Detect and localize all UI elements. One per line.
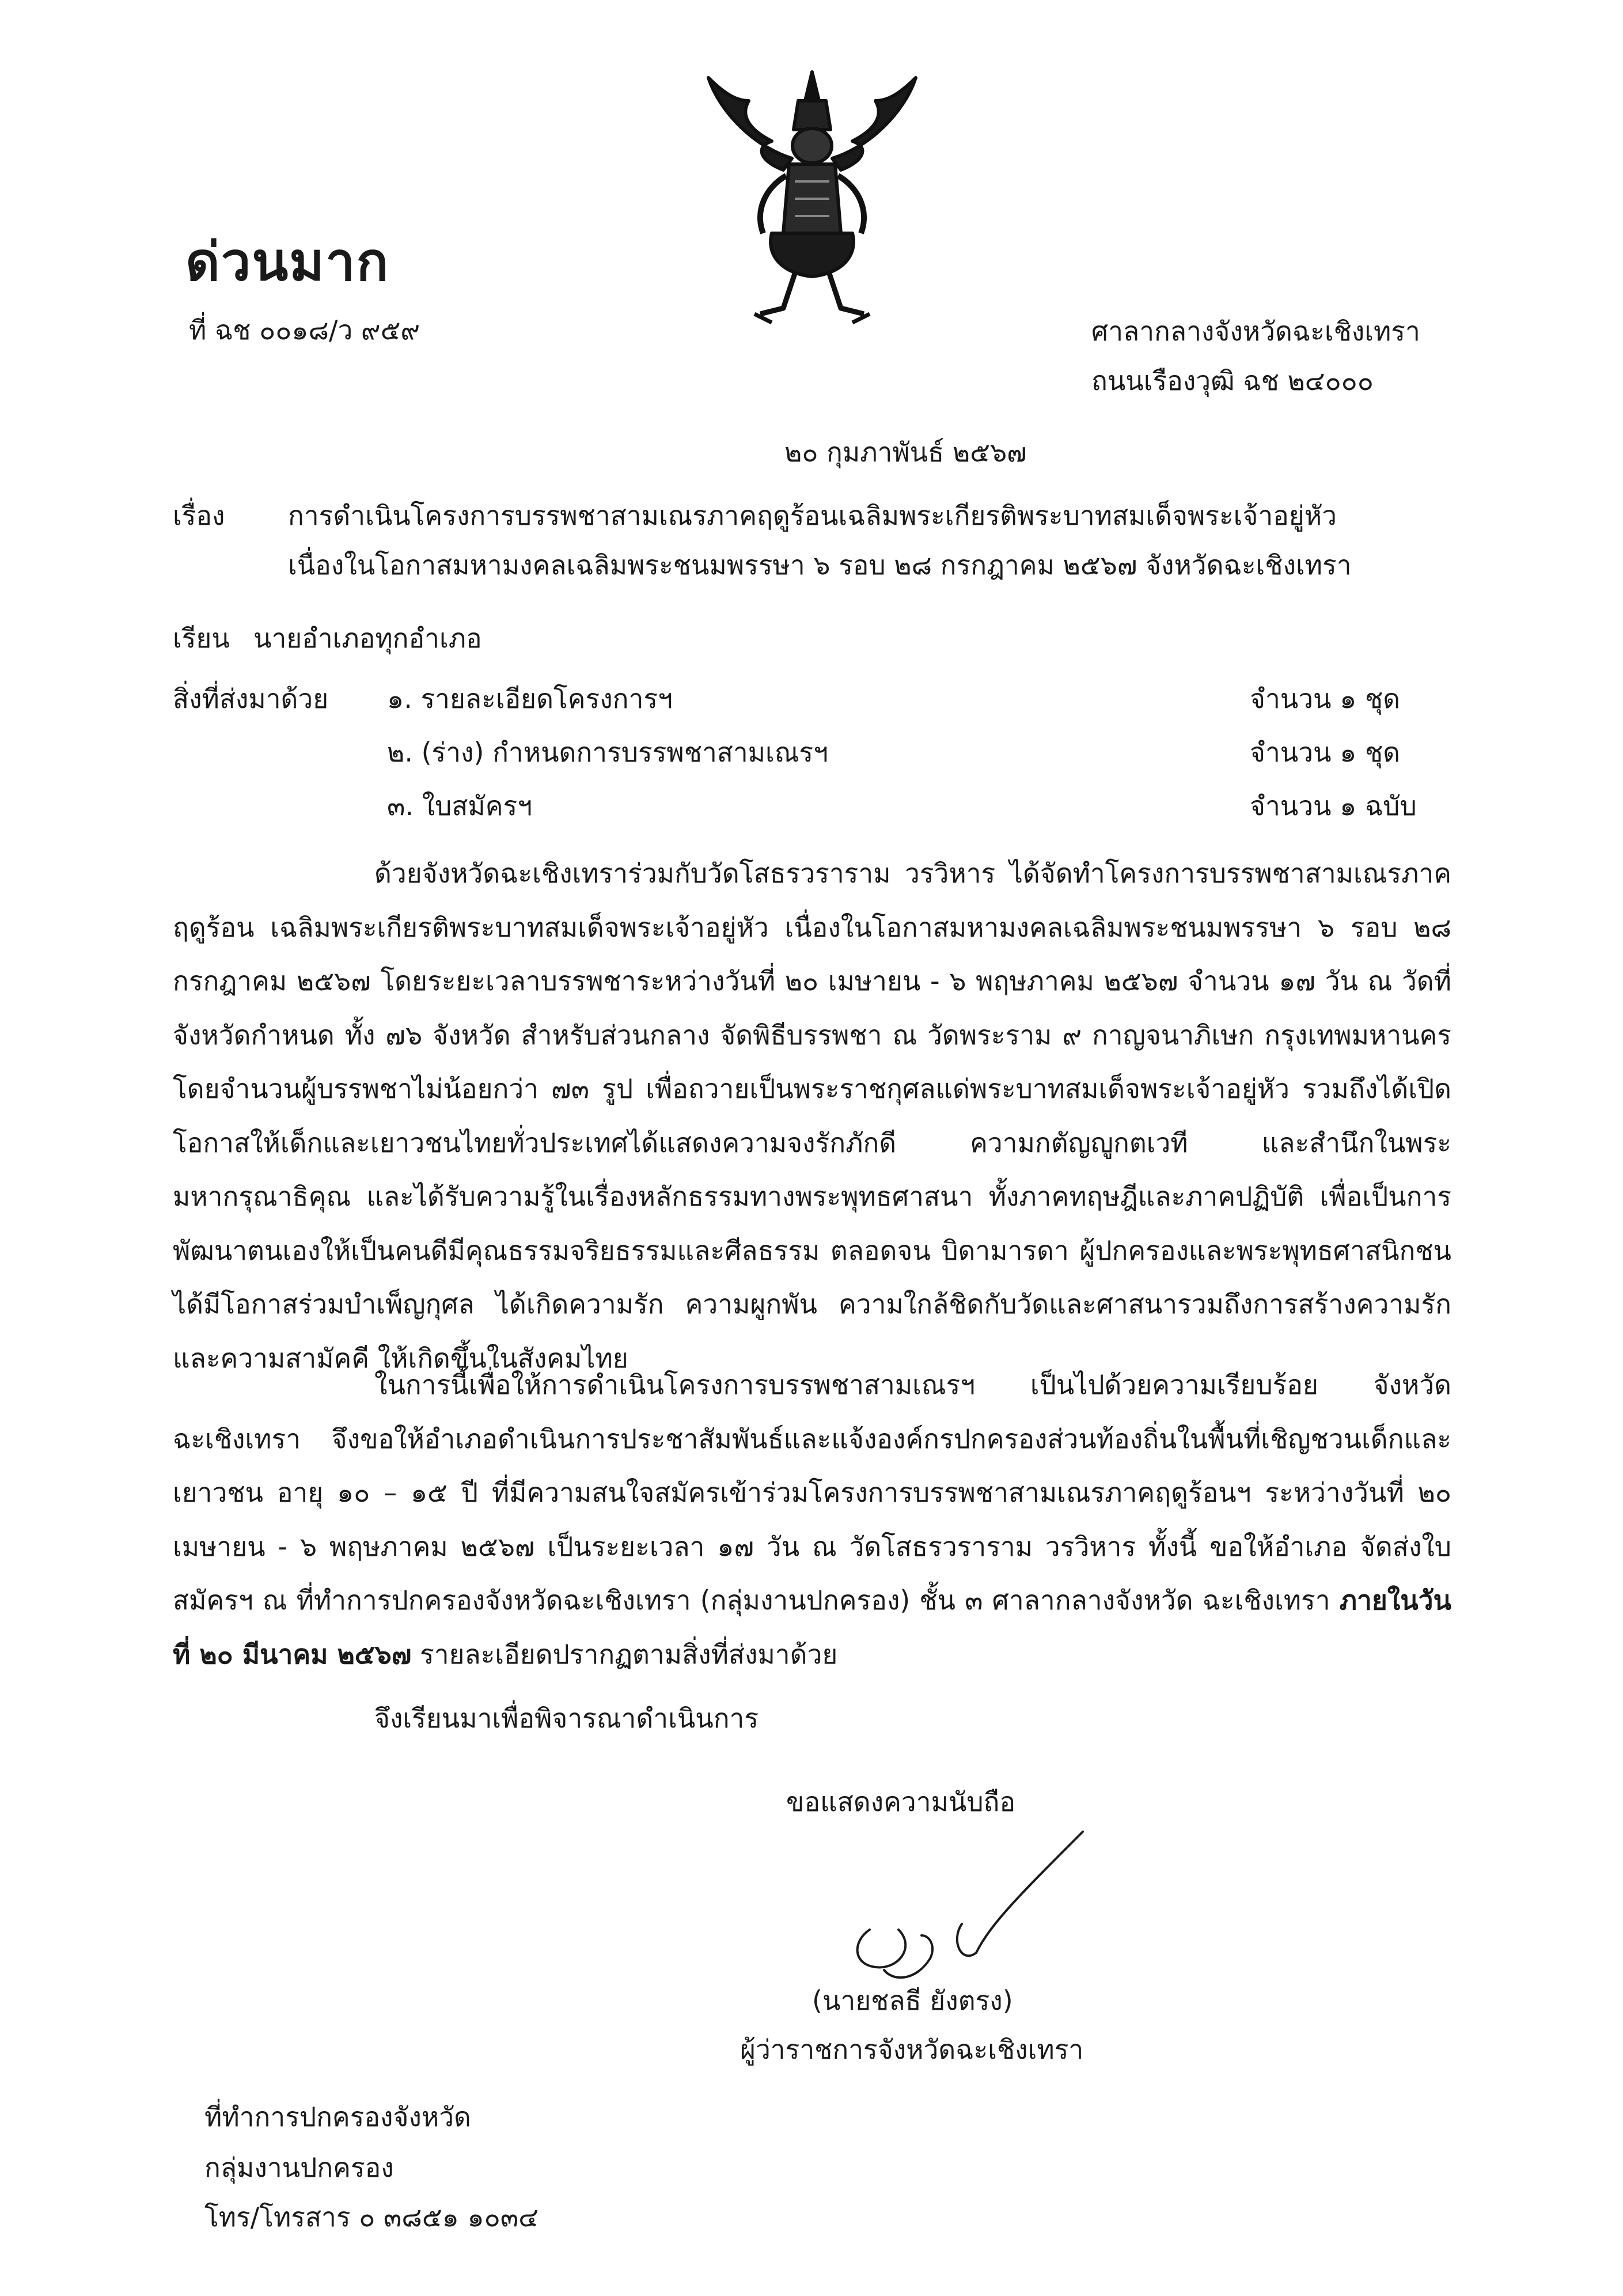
letter-date: ๒๐ กุมภาพันธ์ ๒๕๖๗ xyxy=(784,437,1027,468)
closing-line: จึงเรียนมาเพื่อพิจารณาดำเนินการ xyxy=(374,1703,759,1734)
footer-phone: โทร/โทรสาร ๐ ๓๘๕๑ ๑๐๓๔ xyxy=(204,2202,539,2233)
enclosures-label: สิ่งที่ส่งมาด้วย xyxy=(173,683,329,714)
body-paragraph-2-tail: รายละเอียดปรากฏตามสิ่งที่ส่งมาด้วย xyxy=(420,1638,838,1670)
regards-text: ขอแสดงความนับถือ xyxy=(786,1786,1016,1817)
body-paragraph-1: ด้วยจังหวัดฉะเชิงเทราร่วมกับวัดโสธรวราราม วรวิหาร ได้จัดทำโครงการบรรพชาสามเณรภาคฤดูร้อน เฉลิมพระเกียรติพระบาทสมเด็จพระเจ้าอยู่หัว เนื่องในโอกาสมหามงคลเฉลิมพระชนมพรรษา ๖ รอบ ๒๘ กรกฎาคม ๒๕๖๗ โดยระยะเวลาบรรพชาระหว่างวันที่ ๒๐ เมษายน - ๖ พฤษภาคม ๒๕๖๗ จำนวน ๑๗ วัน ณ วัดที่จังหวัดกำหนด ทั้ง ๗๖ จังหวัด สำหรับส่วนกลาง จัดพิธีบรรพชา ณ วัดพระราม ๙ กาญจนาภิเษก กรุงเทพมหานคร โดยจำนวนผู้บรรพชาไม่น้อยกว่า ๗๓ รูป เพื่อถวายเป็นพระราชกุศลแด่พระบาทสมเด็จพระเจ้าอยู่หัว รวมถึงได้เปิดโอกาสให้เด็กและเยาวชนไทยทั่วประเทศได้แสดงความจงรักภักดี ความกตัญญูกตเวที และสำนึกในพระมหากรุณาธิคุณ และได้รับความรู้ในเรื่องหลักธรรมทางพระพุทธศาสนา ทั้งภาคทฤษฎีและภาคปฏิบัติ เพื่อเป็นการพัฒนาตนเองให้เป็นคนดีมีคุณธรรมจริยธรรมและศีลธรรม ตลอดจน บิดามารดา ผู้ปกครองและพระพุทธศาสนิกชนได้มีโอกาสร่วมบำเพ็ญกุศล ได้เกิดความรัก ความผูกพัน ความใกล้ชิดกับวัดและศาสนารวมถึงการสร้างความรักและความสามัคคี ให้เกิดขึ้นในสังคมไทย xyxy=(173,858,1451,1374)
enclosure-qty: จำนวน ๑ ฉบับ xyxy=(1250,790,1417,821)
sender-address-line2: ถนนเรืองวุฒิ ฉช ๒๔๐๐๐ xyxy=(1091,365,1374,396)
enclosure-qty: จำนวน ๑ ชุด xyxy=(1250,683,1401,714)
subject-line2: เนื่องในโอกาสมหามงคลเฉลิมพระชนมพรรษา ๖ รอบ ๒๘ กรกฎาคม ๒๕๖๗ จังหวัดฉะเชิงเทรา xyxy=(288,550,1352,581)
urgency-mark: ด่วนมาก xyxy=(185,231,390,293)
recipient-value: นายอำเภอทุกอำเภอ xyxy=(253,623,482,654)
enclosure-qty: จำนวน ๑ ชุด xyxy=(1250,737,1401,768)
enclosure-item: ๓. ใบสมัครฯ xyxy=(387,790,533,821)
handwritten-signature xyxy=(829,1809,1094,2005)
footer-department: กลุ่มงานปกครอง xyxy=(204,2152,394,2183)
recipient-label: เรียน xyxy=(173,623,230,654)
signer-title: ผู้ว่าราชการจังหวัดฉะเชิงเทรา xyxy=(740,2034,1084,2065)
body-paragraph-2 xyxy=(173,1358,1451,1681)
garuda-emblem-icon xyxy=(685,60,939,331)
body-paragraph-2-text: ในการนี้เพื่อให้การดำเนินโครงการบรรพชาสามเณรฯ เป็นไปด้วยความเรียบร้อย จังหวัดฉะเชิงเทรา จึงขอให้อำเภอดำเนินการประชาสัมพันธ์และแจ้งองค์กรปกครองส่วนท้องถิ่นในพื้นที่เชิญชวนเด็กและเยาวชน อายุ ๑๐ – ๑๕ ปี ที่มีความสนใจสมัครเข้าร่วมโครงการบรรพชาสามเณรภาคฤดูร้อนฯ ระหว่างวันที่ ๒๐ เมษายน - ๖ พฤษภาคม ๒๕๖๗ เป็นระยะเวลา ๑๗ วัน ณ วัดโสธรวราราม วรวิหาร ทั้งนี้ ขอให้อำเภอ จัดส่งใบสมัครฯ ณ ที่ทำการปกครองจังหวัดฉะเชิงเทรา (กลุ่มงานปกครอง) ชั้น ๓ ศาลากลางจังหวัด ฉะเชิงเทรา xyxy=(173,1369,1451,1616)
subject-label: เรื่อง xyxy=(173,500,225,531)
enclosure-item: ๒. (ร่าง) กำหนดการบรรพชาสามเณรฯ xyxy=(387,737,828,768)
reference-number: ที่ ฉช ๐๐๑๘/ว ๙๕๙ xyxy=(189,315,420,346)
enclosure-item: ๑. รายละเอียดโครงการฯ xyxy=(387,683,673,714)
sender-address-line1: ศาลากลางจังหวัดฉะเชิงเทรา xyxy=(1091,316,1420,347)
signer-name: (นายชลธี ยังตรง) xyxy=(812,1985,1013,2016)
footer-office: ที่ทำการปกครองจังหวัด xyxy=(204,2101,471,2132)
deadline-text: ภายในวันที่ ๒๐ มีนาคม ๒๕๖๗ xyxy=(173,1585,1452,1670)
subject-line1: การดำเนินโครงการบรรพชาสามเณรภาคฤดูร้อนเฉลิมพระเกียรติพระบาทสมเด็จพระเจ้าอยู่หัว xyxy=(288,500,1337,531)
